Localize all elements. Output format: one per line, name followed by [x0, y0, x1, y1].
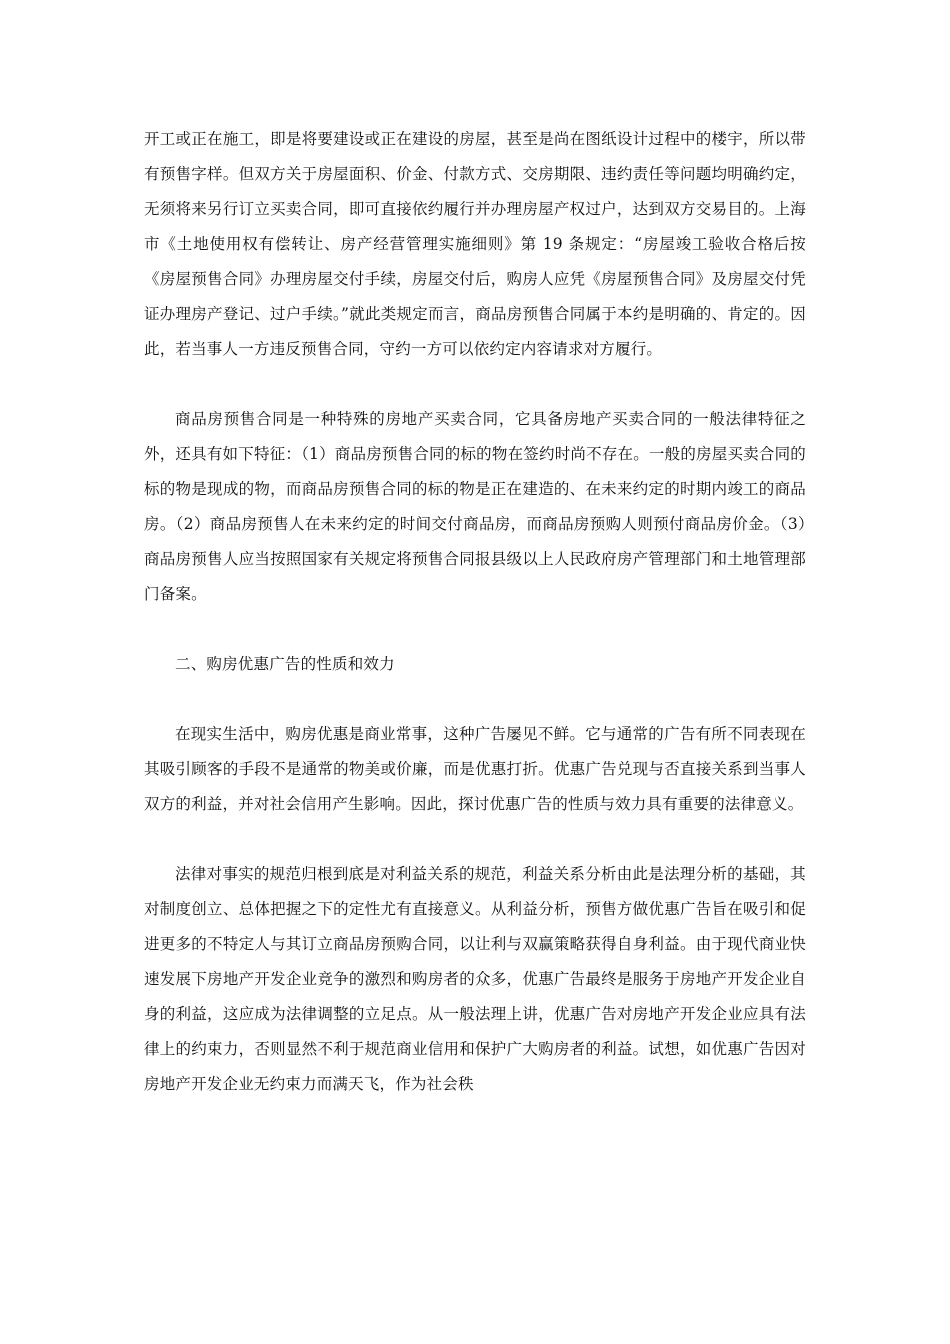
paragraph-interest-analysis: 法律对事实的规范归根到底是对利益关系的规范，利益关系分析由此是法理分析的基础，其对制度创立、总体把握之下的定性尤有直接意义。从利益分析，预售方做优惠广告旨在吸引和促进更多的不特定人与其订立商品房预购合同，以让利与双赢策略获得自身利益。由于现代商业快速发展下房地产开发企业竞争的激烈和购房者的众多，优惠广告最终是服务于房地产开发企业自身的利益，这应成为法律调整的立足点。从一般法理上讲，优惠广告对房地产开发企业应具有法律上的约束力，否则显然不利于规范商业信用和保护广大购房者的利益。试想，如优惠广告因对房地产开发企业无约束力而满天飞，作为社会秩: [144, 865, 806, 1093]
paragraph-presale-contract-nature: 开工或正在施工，即是将要建设或正在建设的房屋，甚至是尚在图纸设计过程中的楼宇，所以带有预售字样。但双方关于房屋面积、价金、付款方式、交房期限、违约责任等问题均明确约定，无须将来另行订立买卖合同，即可直接依约履行并办理房屋产权过户，达到双方交易目的。上海市《土地使用权有偿转让、房产经营管理实施细则》第 19 条规定：“房屋竣工验收合格后按《房屋预售合同》办理房屋交付手续，房屋交付后，购房人应凭《房屋预售合同》及房屋交付凭证办理房产登记、过户手续。”就此类规定而言，商品房预售合同属于本约是明确的、肯定的。因此，若当事人一方违反预售合同，守约一方可以依约定内容请求对方履行。: [144, 130, 806, 358]
paragraph-spacer: [144, 822, 806, 857]
section-heading: 二、购房优惠广告的性质和效力: [175, 655, 395, 673]
document-body: [144, 122, 806, 1102]
paragraph-spacer: [144, 612, 806, 647]
paragraph-discount-ads: 在现实生活中，购房优惠是商业常事，这种广告屡见不鲜。它与通常的广告有所不同表现在其吸引顾客的手段不是通常的物美或价廉，而是优惠打折。优惠广告兑现与否直接关系到当事人双方的利益，并对社会信用产生影响。因此，探讨优惠广告的性质与效力具有重要的法律意义。: [144, 725, 806, 813]
paragraph-spacer: [144, 682, 806, 717]
paragraph-presale-contract-features: 商品房预售合同是一种特殊的房地产买卖合同，它具备房地产买卖合同的一般法律特征之外，还具有如下特征：（1）商品房预售合同的标的物在签约时尚不存在。一般的房屋买卖合同的标的物是现成的物，而商品房预售合同的标的物是正在建造的、在未来约定的时期内竣工的商品房。（2）商品房预售人在未来约定的时间交付商品房，而商品房预购人则预付商品房价金。（3）商品房预售人应当按照国家有关规定将预售合同报县级以上人民政府房产管理部门和土地管理部门备案。: [144, 410, 806, 603]
paragraph-spacer: [144, 367, 806, 402]
